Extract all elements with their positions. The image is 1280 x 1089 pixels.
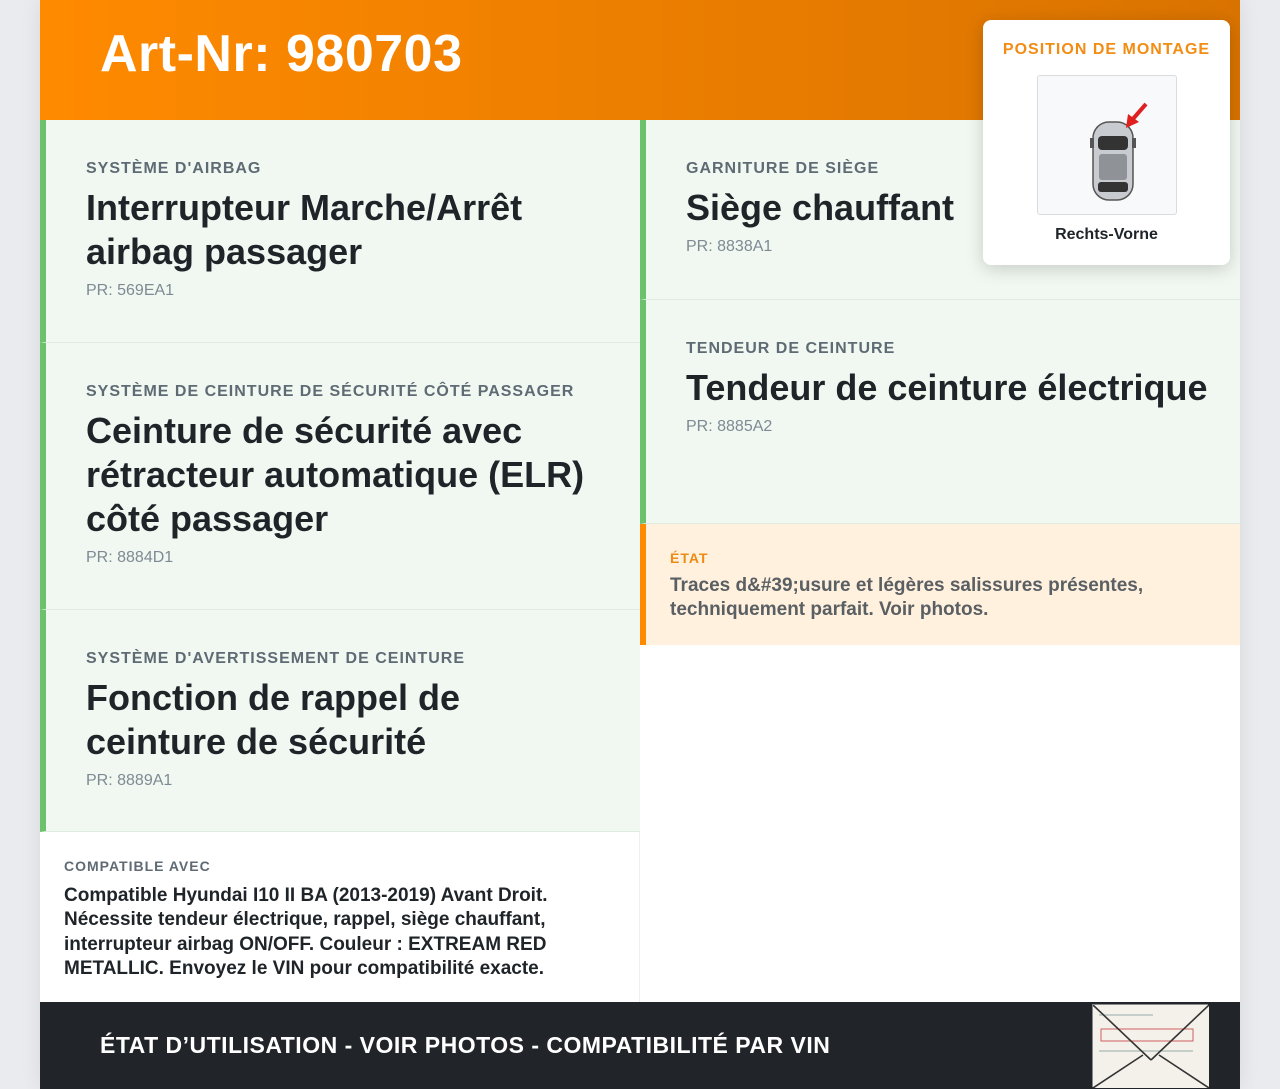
feature-seatbelt	[40, 343, 640, 610]
features-left-column	[40, 120, 640, 832]
condition-section	[640, 524, 1240, 645]
empty-area	[640, 645, 1240, 1002]
car-top-view-icon	[1038, 76, 1178, 216]
feature-belt-warning	[40, 610, 640, 832]
feature-pr-code: PR: 569EA1	[86, 281, 175, 299]
feature-pr-code: PR: 8885A2	[686, 417, 773, 435]
footer-text: ÉTAT D’UTILISATION - VOIR PHOTOS - COMPATIBILITÉ PAR VIN	[100, 1032, 831, 1058]
feature-pr-code: PR: 8884D1	[86, 548, 174, 566]
document-icon	[1093, 1005, 1209, 1088]
feature-title: Tendeur de ceinture électrique	[686, 367, 1208, 408]
footer-bar	[40, 1002, 1240, 1089]
compatibility-text: Compatible Hyundai I10 II BA (2013-2019) Avant Droit. Nécessite tendeur électrique, rappel, siège chauffant, interrupteur airbag ON/OFF. Couleur : EXTREAM RED METALLIC. Envoyez le VIN pour compatibilité exacte.	[64, 885, 548, 979]
product-label-card	[40, 0, 1240, 1089]
compatibility-label: COMPATIBLE AVEC	[64, 858, 211, 874]
feature-title: Fonction de rappel de ceinture de sécurité	[86, 677, 461, 762]
mounting-position-card	[983, 20, 1230, 265]
arrow-icon	[1126, 104, 1146, 128]
feature-category: SYSTÈME D'AIRBAG	[86, 160, 262, 177]
registration-document-thumbnail	[1092, 1004, 1208, 1087]
feature-category: GARNITURE DE SIÈGE	[686, 160, 880, 177]
feature-category: SYSTÈME D'AVERTISSEMENT DE CEINTURE	[86, 650, 465, 667]
feature-airbag	[40, 120, 640, 343]
feature-title: Ceinture de sécurité avec rétracteur automatique (ELR) côté passager	[86, 410, 585, 539]
feature-pr-code: PR: 8889A1	[86, 771, 173, 789]
feature-belt-tensioner	[640, 300, 1240, 524]
feature-title: Siège chauffant	[686, 187, 955, 228]
car-top-view-image	[1037, 75, 1177, 215]
feature-category: SYSTÈME DE CEINTURE DE SÉCURITÉ CÔTÉ PASSAGER	[86, 383, 575, 400]
condition-text: Traces d&#39;usure et légères salissures présentes, techniquement parfait. Voir photos.	[670, 575, 1144, 621]
article-number: Art-Nr: 980703	[100, 25, 463, 83]
mounting-position-value: Rechts-Vorne	[1055, 226, 1158, 243]
feature-pr-code: PR: 8838A1	[686, 237, 773, 255]
mounting-position-label: POSITION DE MONTAGE	[1002, 41, 1211, 58]
condition-label: ÉTAT	[670, 550, 709, 566]
feature-category: TENDEUR DE CEINTURE	[686, 340, 896, 357]
compatibility-section	[40, 832, 640, 1002]
feature-title: Interrupteur Marche/Arrêt airbag passager	[86, 187, 523, 272]
